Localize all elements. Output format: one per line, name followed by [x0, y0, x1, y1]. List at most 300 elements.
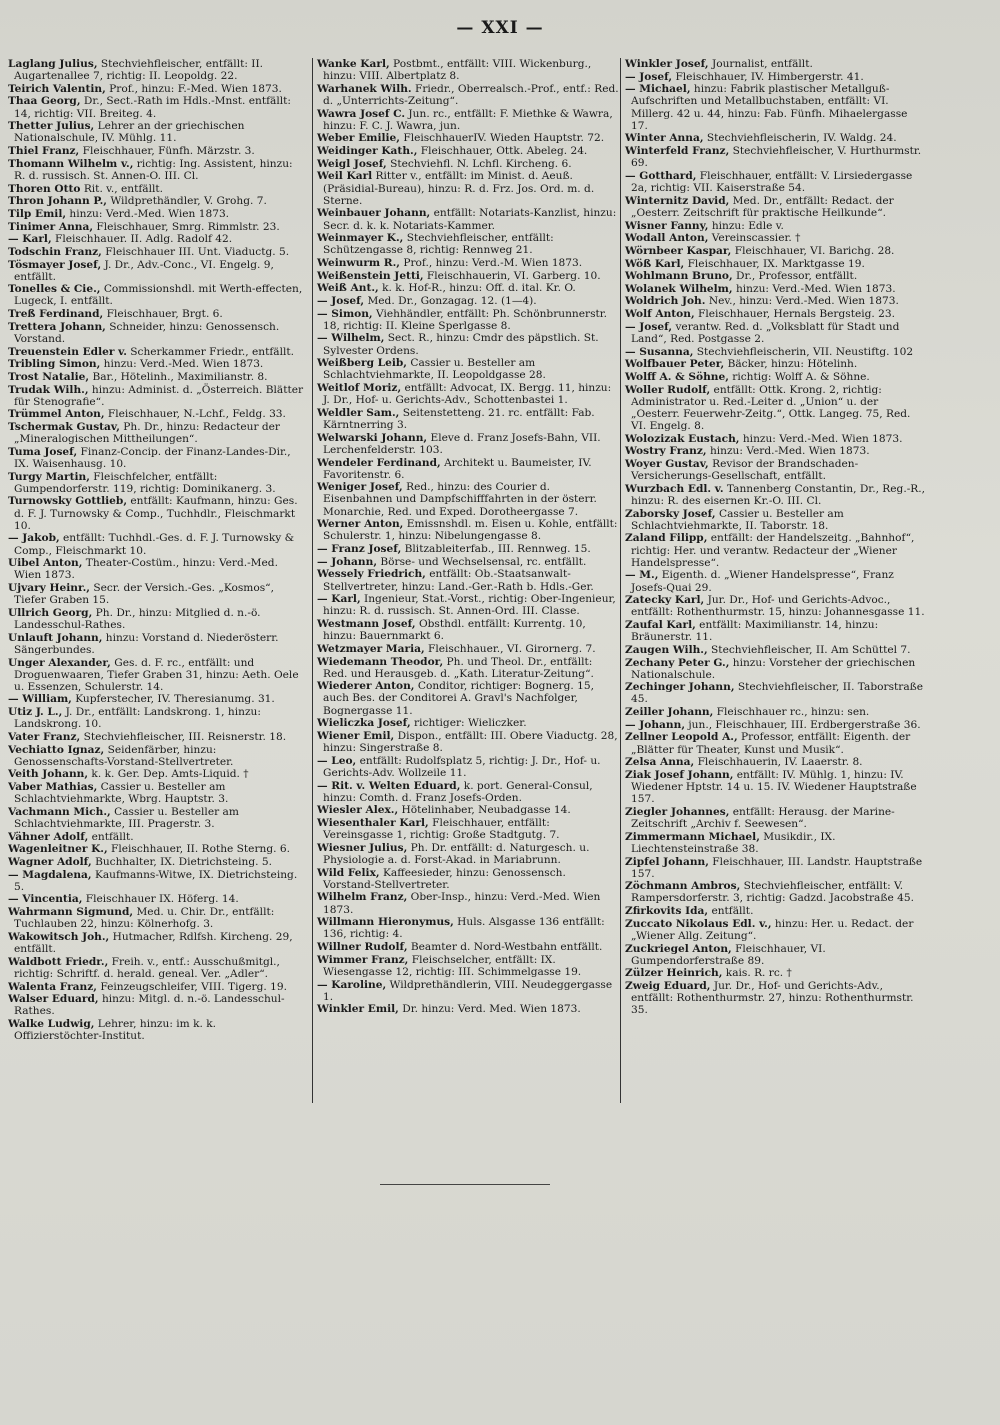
entry-text: Kaufmanns-Witwe, IX. Dietrichsteing. 5. [14, 868, 298, 893]
entry-name: Zweig Eduard, [625, 980, 711, 993]
entry-name: — Josef, [317, 294, 365, 307]
entry-text: entfällt: Maximilianstr. 14, hinzu: Bräunerstr. 11. [631, 619, 879, 644]
directory-entry [8, 632, 306, 656]
directory-entry [625, 195, 927, 219]
directory-entry [8, 744, 306, 768]
entry-text: Commissionshdl. mit Werth-effecten, Lugeck, I. entfällt. [14, 283, 303, 308]
directory-entry [8, 906, 306, 930]
entry-name: Wisner Fanny, [625, 219, 709, 232]
entry-name: Trudak Wilh., [8, 383, 89, 396]
directory-entry [625, 258, 927, 270]
entry-name: Weiß Ant., [317, 282, 379, 295]
entry-name: Wakowitsch Joh., [8, 930, 110, 943]
entry-text: richtig: Ing. Assistent, hinzu: R. d. russisch. St. Annen-O. III. Cl. [14, 157, 293, 182]
directory-entry [317, 518, 620, 542]
directory-entry [317, 817, 620, 841]
entry-name: Wanke Karl, [317, 58, 390, 70]
entry-name: Uibel Anton, [8, 557, 83, 570]
entry-name: — Simon, [317, 307, 373, 320]
directory-entry [8, 221, 306, 233]
directory-entry [625, 681, 927, 705]
directory-entry [317, 656, 620, 680]
entry-text: hinzu: Verd.-Med. Wien 1873. [739, 432, 903, 445]
entry-text: Ph. Dr., hinzu: Redacteur der „Mineralogischen Mittheilungen“. [14, 421, 281, 446]
entry-name: Tinimer Anna, [8, 220, 94, 233]
entry-text: FleischhauerIV. Wieden Hauptstr. 72. [399, 132, 605, 145]
entry-text: kais. R. rc. † [722, 967, 792, 980]
entry-name: Turgy Martin, [8, 470, 90, 483]
entry-text: Wildprethändler, V. Grohg. 7. [106, 195, 267, 208]
entry-name: Weißenstein Jetti, [317, 269, 424, 282]
entry-text: entfällt: Rudolfsplatz 5, richtig: J. Dr., Hof- u. Gerichts-Adv. Wollzeile 11. [323, 754, 601, 779]
entry-text: Dr., Professor, entfällt. [732, 270, 858, 283]
entry-text: hinzu: Mitgl. d. n.-ö. Landesschul-Rathes. [14, 993, 285, 1018]
entry-text: jun., Fleischhauer, III. Erdbergerstraße 36. [685, 718, 921, 731]
entry-text: richtiger: Wieliczker. [410, 717, 527, 730]
entry-text: Fleischhauer, Ottk. Abeleg. 24. [417, 145, 588, 158]
directory-entry [8, 358, 306, 370]
entry-name: Zelsa Anna, [625, 756, 695, 769]
entry-name: Wetzmayer Maria, [317, 642, 425, 655]
entry-name: Weniger Josef, [317, 481, 403, 494]
entry-text: Vereinscassier. † [708, 232, 801, 245]
directory-entry [8, 856, 306, 868]
directory-entry [8, 1018, 306, 1042]
entry-text: Cassier u. Besteller am Schlachtviehmarkte, II. Taborstr. 18. [631, 507, 844, 532]
entry-name: Zaborsky Josef, [625, 507, 716, 520]
entry-text: Blitzableiterfab., III. Rennweg. 15. [401, 543, 591, 556]
entry-text: Huls. Alsgasse 136 entfällt: 136, richtig: 4. [323, 916, 605, 941]
entry-text: Fleischhauer, IX. Marktgasse 19. [684, 257, 865, 270]
directory-entry [8, 308, 306, 320]
entry-name: Weinwurm R., [317, 257, 400, 269]
entry-name: — M., [625, 569, 659, 582]
directory-entry [625, 321, 927, 345]
entry-text: Jur. Dr., Hof- und Gerichts-Advoc., entfällt: Rothenthurmstr. 15, hinzu: Johannesgasse 11. [631, 594, 925, 619]
entry-name: Wohlmann Bruno, [625, 270, 733, 283]
entry-text: Fleischhauerin, VI. Garberg. 10. [423, 269, 601, 282]
directory-entry [317, 332, 620, 356]
entry-name: Tilp Emil, [8, 207, 67, 220]
entry-text: Kupferstecher, IV. Theresianumg. 31. [71, 693, 275, 706]
entry-name: Winkler Josef, [625, 58, 709, 70]
entry-name: Winkler Emil, [317, 1003, 399, 1016]
directory-entry [317, 170, 620, 206]
entry-name: Thaa Georg, [8, 95, 81, 108]
entry-text: Hötelinhaber, Neubadgasse 14. [398, 804, 571, 817]
directory-entry [8, 95, 306, 119]
entry-text: Eleve d. Franz Josefs-Bahn, VII. Lerchenfelderstr. 103. [323, 431, 601, 456]
directory-entry [317, 618, 620, 642]
entry-name: Vechiatto Ignaz, [8, 743, 105, 756]
directory-entry [317, 282, 620, 294]
directory-entry [317, 270, 620, 282]
directory-entry [317, 382, 620, 406]
entry-name: Tonelles & Cie., [8, 283, 101, 296]
directory-entry [317, 780, 620, 804]
directory-entry [8, 981, 306, 993]
directory-entry [317, 954, 620, 978]
entry-name: Woyer Gustav, [625, 458, 709, 470]
directory-entry [8, 120, 306, 144]
entry-name: Wostry Franz, [625, 445, 707, 458]
directory-entry [8, 158, 306, 182]
entry-text: Stechviehfl. N. Lchfl. Kircheng. 6. [386, 157, 572, 170]
directory-entry [8, 384, 306, 408]
entry-name: Zeiller Johann, [625, 706, 714, 719]
entry-name: Westmann Josef, [317, 618, 416, 631]
entry-text: k. k. Hof-R., hinzu: Off. d. ital. Kr. O. [378, 282, 576, 295]
entry-name: — Jakob, [8, 532, 60, 545]
directory-entry [8, 246, 306, 258]
entry-name: Weinmayer K., [317, 232, 404, 245]
entry-name: Thoren Otto [8, 182, 81, 195]
entry-name: Woldrich Joh. [625, 295, 706, 308]
entry-text: entfällt: Herausg. der Marine-Zeitschrift „Archiv f. Seewesen“. [631, 805, 895, 831]
entry-name: Weißberg Leib, [317, 357, 407, 370]
directory-entry [8, 781, 306, 805]
directory-entry [317, 407, 620, 431]
entry-text: Med. Dr., Gonzagag. 12. (1—4). [364, 294, 537, 307]
entry-name: Zipfel Johann, [625, 855, 709, 868]
entry-name: Wiesler Alex., [317, 804, 399, 817]
entry-text: Rit. v., entfällt. [80, 182, 163, 195]
entry-text: Stechviehfleischerin, IV. Waldg. 24. [703, 132, 897, 145]
entry-name: — Josef, [625, 320, 673, 333]
directory-entry [317, 257, 620, 269]
entry-name: Wimmer Franz, [317, 953, 409, 966]
directory-entry [8, 346, 306, 358]
directory-entry [8, 557, 306, 581]
directory-entry [625, 980, 927, 1016]
directory-entry [8, 183, 306, 195]
directory-entry [625, 58, 927, 70]
column-3 [620, 58, 927, 1103]
entry-text: Scherkammer Friedr., entfällt. [126, 345, 294, 358]
entry-text: hinzu: Verd.-Med. Wien 1873. [732, 282, 896, 295]
entry-text: Musikdir., IX. Liechtensteinstraße 38. [631, 830, 836, 855]
entry-text: richtig: Wolff A. & Söhne. [728, 370, 870, 383]
entry-name: Unlauft Johann, [8, 631, 103, 644]
entry-name: Thron Johann P., [8, 195, 107, 208]
entry-name: Zechany Peter G., [625, 656, 730, 669]
entry-text: Ph. und Theol. Dr., entfällt: Red. und Herausgeb. d. „Kath. Literatur-Zeitung“. [323, 655, 594, 680]
directory-entry [8, 931, 306, 955]
entry-text: Fleischselcher, entfällt: IX. Wiesengasse 12, richtig: III. Schimmelgasse 19. [323, 953, 582, 978]
entry-name: Zellner Leopold A., [625, 731, 738, 744]
directory-entry [625, 856, 927, 880]
entry-name: Tösmayer Josef, [8, 258, 102, 271]
directory-entry [8, 371, 306, 383]
entry-name: Wolozizak Eustach, [625, 432, 740, 445]
entry-name: Todschin Franz, [8, 245, 102, 258]
entry-name: Vater Franz, [8, 730, 81, 743]
directory-entry [317, 58, 620, 82]
directory-entry [8, 731, 306, 743]
entry-text: Stechviehfleischer, V. Hurthurmstr. 69. [631, 145, 922, 170]
entry-text: hinzu: Verd.-Med. Wien 1873. [66, 207, 230, 220]
directory-entry [8, 233, 306, 245]
entry-text: hinzu: Vorsteher der griechischen Nationalschule. [631, 656, 916, 681]
entry-text: entfällt: Kaufmann, hinzu: Ges. d. F. J. Turnowsky & Comp., Tuchhdlr., Fleischmarkt 10. [14, 495, 298, 532]
directory-entry [317, 481, 620, 517]
entry-name: — Vincentia, [8, 893, 83, 906]
directory-entry [8, 321, 306, 345]
entry-name: Zatecky Karl, [625, 594, 705, 607]
directory-entry [625, 905, 927, 917]
entry-name: — Karl, [8, 233, 52, 246]
directory-entry [317, 83, 620, 107]
directory-entry [625, 706, 927, 718]
entry-name: Trost Natalie, [8, 370, 90, 383]
directory-entry [317, 295, 620, 307]
entry-text: Fleischhauer, Smrg. Rimmlstr. 23. [93, 220, 280, 233]
entry-name: Wolanek Wilhelm, [625, 282, 733, 295]
entry-text: Fleischhauer, IV. Himbergerstr. 41. [672, 70, 864, 83]
entry-text: Stechviehfleischerin, VII. Neustiftg. 102 [693, 345, 914, 358]
directory-entry [317, 543, 620, 555]
entry-text: Finanz-Concip. der Finanz-Landes-Dir., IX. Waisenhausg. 10. [14, 445, 291, 470]
directory-entry [8, 446, 306, 470]
entry-text: Hutmacher, Rdlfsh. Kircheng. 29, entfällt. [14, 930, 293, 956]
entry-name: Zimmermann Michael, [625, 830, 760, 843]
entry-text: Bar., Hötelinh., Maximilianstr. 8. [89, 370, 268, 383]
directory-entry [317, 842, 620, 866]
entry-text: Red., hinzu: des Courier d. Eisenbahnen und Dampfschifffahrten in der österr. Monarchie, Red. und Exped. Dorotheergasse 7. [323, 481, 597, 518]
entry-name: Wurzbach Edl. v. [625, 482, 724, 495]
entry-text: Dispon., entfällt: III. Obere Viaductg. 28, hinzu: Singerstraße 8. [323, 729, 618, 755]
directory-entry [8, 208, 306, 220]
entry-text: Dr. hinzu: Verd. Med. Wien 1873. [398, 1003, 581, 1016]
entry-text: Seidenfärber, hinzu: Genossenschafts-Vorstand-Stellvertreter. [14, 743, 234, 768]
entry-text: Fleischhauer, Hernals Bergsteig. 23. [694, 308, 895, 321]
entry-name: Wöß Karl, [625, 257, 685, 270]
entry-text: Conditor, richtiger: Bognerg. 15, auch Bes. der Conditorei A. Gravl's Nachfolger, Bognergasse 11. [323, 680, 594, 717]
entry-text: Stechviehfleischer, II. Am Schüttel 7. [707, 643, 911, 656]
entry-name: Welwarski Johann, [317, 431, 428, 444]
entry-name: Wessely Friedrich, [317, 568, 426, 581]
directory-entry [8, 471, 306, 495]
entry-text: Nev., hinzu: Verd.-Med. Wien 1873. [705, 295, 899, 308]
entry-name: Laglang Julius, [8, 58, 98, 70]
entry-text: Stechviehfleischer, entfällt: II. Augartenallee 7, richtig: II. Leopoldg. 22. [14, 58, 264, 83]
entry-text: Ph. Dr. entfällt: d. Naturgesch. u. Physiologie a. d. Forst-Akad. in Mariabrunn. [323, 841, 590, 866]
entry-name: Wörnbeer Kaspar, [625, 244, 732, 257]
entry-name: Weber Emilie, [317, 132, 400, 145]
entry-text: Fleischhauer., VI. Girornerg. 7. [424, 642, 596, 655]
entry-text: entfällt: Ottk. Krong. 2, richtig: Administrator u. Red.-Leiter d. „Union“ u. der „Oesterr. Feuerwehr-Zeitg.“, Ottk. Langeg. 75, Red. VI. Engelg. 8. [631, 383, 911, 433]
entry-name: Treuenstein Edler v. [8, 345, 127, 358]
directory-entry [625, 806, 927, 830]
directory-entry [8, 893, 306, 905]
entry-text: Jun. rc., entfällt: F. Miethke & Wawra, hinzu: F. C. J. Wawra, jun. [323, 107, 613, 132]
entry-text: Viehhändler, entfällt: Ph. Schönbrunnerstr. 18, richtig: II. Kleine Sperlgasse 8. [323, 307, 608, 332]
entry-name: Weinbauer Johann, [317, 207, 431, 220]
entry-name: — Johann, [317, 555, 378, 568]
entry-name: Zaugen Wilh., [625, 643, 708, 656]
entry-name: — Susanna, [625, 345, 694, 358]
directory-entry [625, 918, 927, 942]
directory-entry [625, 346, 927, 358]
entry-text: Seitenstetteng. 21. rc. entfällt: Fab. Kärntnerring 3. [323, 406, 595, 432]
entry-name: Wahrmann Sigmund, [8, 906, 134, 919]
directory-entry [625, 731, 927, 755]
entry-name: Wendeler Ferdinand, [317, 456, 441, 469]
entry-text: hinzu: Fabrik plastischer Metallguß-Aufschriften und Metallbuchstaben, entfällt: VI. Millerg. 42 u. 44, hinzu: Fab. Fünfh. Mihaelergasse 17. [631, 83, 908, 132]
entry-name: Ziak Josef Johann, [625, 768, 734, 781]
entry-name: Wiesner Julius, [317, 841, 408, 854]
directory-entry [625, 358, 927, 370]
entry-text: entfällt: Tuchhdl.-Ges. d. F. J. Turnowsky & Comp., Fleischmarkt 10. [14, 532, 295, 557]
entry-text: Architekt u. Baumeister, IV. Favoritenstr. 6. [323, 456, 592, 481]
directory-entry [625, 371, 927, 383]
entry-text: entfällt: Advocat, IX. Bergg. 11, hinzu: J. Dr., Hof- u. Gerichts-Adv., Schottenbastei 1. [323, 382, 612, 407]
entry-text: hinzu: Verd.-Med. Wien 1873. [706, 445, 870, 458]
directory-entry [8, 993, 306, 1017]
directory-entry [8, 657, 306, 693]
entry-name: Winter Anna, [625, 132, 704, 145]
directory-entry [625, 657, 927, 681]
entry-name: Waldbott Friedr., [8, 955, 109, 968]
entry-name: — Michael, [625, 83, 691, 96]
directory-entry [8, 956, 306, 980]
entry-text: Professor, entfällt: Eigenth. der „Blätter für Theater, Kunst und Musik“. [631, 731, 911, 756]
entry-text: Theater-Costüm., hinzu: Verd.-Med. Wien 1873. [14, 557, 278, 582]
entry-name: Winternitz David, [625, 194, 730, 207]
directory-entry [625, 967, 927, 979]
directory-entry [317, 232, 620, 256]
entry-text: Fleischhauer, Fünfh. Märzstr. 3. [79, 145, 255, 158]
entry-text: Börse- und Wechselsensal, rc. entfällt. [377, 555, 587, 568]
entry-name: — Rit. v. Welten Eduard, [317, 779, 461, 792]
entry-name: Werner Anton, [317, 518, 404, 531]
directory-entry [317, 891, 620, 915]
entry-text: Stechviehfleischer, III. Reisnerstr. 18. [80, 730, 287, 743]
entry-name: Walser Eduard, [8, 993, 99, 1006]
entry-name: — Gotthard, [625, 169, 697, 182]
entry-name: Zuckriegel Anton, [625, 942, 732, 955]
entry-name: Walenta Franz, [8, 980, 97, 993]
entry-text: Fleischhauer, III. Landstr. Hauptstraße 157. [631, 855, 923, 880]
entry-text: entfällt: Ob.-Staatsanwalt-Stellvertreter, hinzu: Land.-Ger.-Rath b. Hdls.-Ger. [323, 568, 594, 593]
directory-entry [625, 569, 927, 593]
directory-entry [625, 232, 927, 244]
entry-text: Postbmt., entfällt: VIII. Wickenburg., hinzu: VIII. Albertplatz 8. [323, 58, 592, 83]
directory-entry [317, 593, 620, 617]
directory-entry [8, 421, 306, 445]
directory-entry [625, 508, 927, 532]
entry-text: Sect. R., hinzu: Cmdr des päpstlich. St. Sylvester Ordens. [323, 332, 599, 357]
directory-entry [317, 941, 620, 953]
entry-name: Winterfeld Franz, [625, 145, 730, 158]
entry-name: — Josef, [625, 70, 673, 83]
directory-entry [625, 295, 927, 307]
entry-text: Obsthdl. entfällt: Kurrentg. 10, hinzu: Bauernmarkt 6. [323, 618, 586, 643]
directory-entry [625, 943, 927, 967]
directory-entry [317, 132, 620, 144]
column-2 [312, 58, 620, 1103]
entry-text: entfällt. [708, 905, 754, 918]
directory-entry [8, 831, 306, 843]
entry-text: Prof., hinzu: F.-Med. Wien 1873. [105, 82, 282, 95]
directory-entry [317, 916, 620, 940]
entry-name: Walke Ludwig, [8, 1018, 95, 1031]
entry-text: hinzu: Verd.-Med. Wien 1873. [100, 358, 264, 371]
entry-text: Ingenieur, Stat.-Vorst., richtig: Ober-Ingenieur, hinzu: R. d. russisch. St. Annen-Ord. III. Classe. [323, 593, 616, 618]
directory-entry [8, 83, 306, 95]
entry-text: Jur. Dr., Hof- und Gerichts-Adv., entfällt: Rothenthurmstr. 27, hinzu: Rothenthurmstr. 35. [631, 980, 914, 1017]
directory-entry [317, 145, 620, 157]
entry-text: Revisor der Brandschaden-Versicherungs-Gesellschaft, entfällt. [631, 458, 859, 483]
entry-text: hinzu: Vorstand d. Niederösterr. Sängerbundes. [14, 631, 279, 656]
entry-text: Freih. v., entf.: Ausschußmitgl., richtig: Schriftf. d. herald. geneal. Ver. „Adler“. [14, 955, 280, 980]
directory-entry [317, 804, 620, 816]
entry-text: Fleischhauer, entfällt: V. Lirsiedergasse 2a, richtig: VII. Kaiserstraße 54. [631, 169, 913, 195]
directory-entry [317, 457, 620, 481]
entry-text: entfällt: IV. Mühlg. 1, hinzu: IV. Wiedener Hptstr. 14 u. 15. IV. Wiedener Hauptstraße 157. [631, 768, 917, 806]
entry-name: Zuccato Nikolaus Edl. v., [625, 917, 772, 930]
directory-entry [317, 568, 620, 592]
entry-text: Lehrer an der griechischen Nationalschule, IV. Mühlg. 11. [14, 120, 245, 145]
directory-entry [8, 58, 306, 82]
entry-text: entfällt: Notariats-Kanzlist, hinzu: Secr. d. k. k. Notariats-Kammer. [323, 207, 617, 232]
directory-entry [625, 220, 927, 232]
entry-name: Wolf Anton, [625, 308, 695, 321]
entry-text: Wildprethändlerin, VIII. Neudeggergasse 1. [323, 978, 613, 1003]
directory-entry [8, 145, 306, 157]
directory-entry [317, 357, 620, 381]
directory-entry [317, 432, 620, 456]
entry-name: Thetter Julius, [8, 120, 95, 133]
entry-name: Weidinger Kath., [317, 145, 418, 158]
entry-name: Thiel Franz, [8, 145, 80, 158]
directory-entry [317, 730, 620, 754]
entry-text: k. k. Ger. Dep. Amts-Liquid. † [88, 768, 249, 781]
directory-entry [8, 768, 306, 780]
entry-name: Zülzer Heinrich, [625, 967, 723, 980]
entry-text: Stechviehfleischer, entfällt: Schützengasse 8, richtig: Rennweg 21. [323, 232, 554, 257]
entry-name: Tschermak Gustav, [8, 421, 120, 434]
closing-rule [380, 1184, 550, 1185]
entry-text: entfällt. [88, 830, 134, 843]
directory-entry [625, 483, 927, 507]
entry-text: Dr., Sect.-Rath im Hdls.-Mnst. entfällt: 14, richtig: VII. Breiteg. 4. [14, 95, 291, 120]
entry-text: J. Dr., Adv.-Conc., VI. Engelg. 9, entfällt. [14, 258, 274, 283]
page-number: — XXI — [456, 18, 544, 38]
entry-text: Fleischfelcher, entfällt: Gumpendorferstr. 119, richtig: Dominikanerg. 3. [14, 470, 276, 495]
entry-text: Fleischhauer, VI. Gumpendorferstraße 89. [631, 942, 826, 967]
entry-text: Fleischhauer IX. Höferg. 14. [82, 893, 239, 906]
entry-text: Med. u. Chir. Dr., entfällt: Tuchlauben 22, hinzu: Kölnerhofg. 3. [14, 906, 275, 931]
directory-entry [8, 408, 306, 420]
column-1 [8, 58, 306, 1123]
directory-entry [625, 445, 927, 457]
entry-text: Fleischhauer rc., hinzu: sen. [713, 706, 870, 719]
entry-name: Wiesenthaler Karl, [317, 817, 429, 830]
entry-name: Wiedemann Theodor, [317, 655, 444, 668]
entry-text: hinzu: Edle v. [708, 219, 784, 232]
entry-text: Feinzeugschleifer, VIII. Tigerg. 19. [96, 980, 287, 993]
entry-name: Turnowsky Gottlieb, [8, 495, 128, 508]
entry-text: entfällt: der Handelszeitg. „Bahnhof“, richtig: Her. und verantw. Redacteur der „Wiener Handelspresse“. [631, 532, 915, 569]
entry-name: Vaber Mathias, [8, 781, 98, 794]
directory-entry [317, 108, 620, 132]
entry-name: Willmann Hieronymus, [317, 916, 454, 929]
entry-name: Thomann Wilhelm v., [8, 157, 134, 170]
entry-name: Zfirkovits Ida, [625, 905, 709, 918]
entry-name: Weldler Sam., [317, 406, 400, 419]
entry-name: — Franz Josef, [317, 543, 402, 556]
